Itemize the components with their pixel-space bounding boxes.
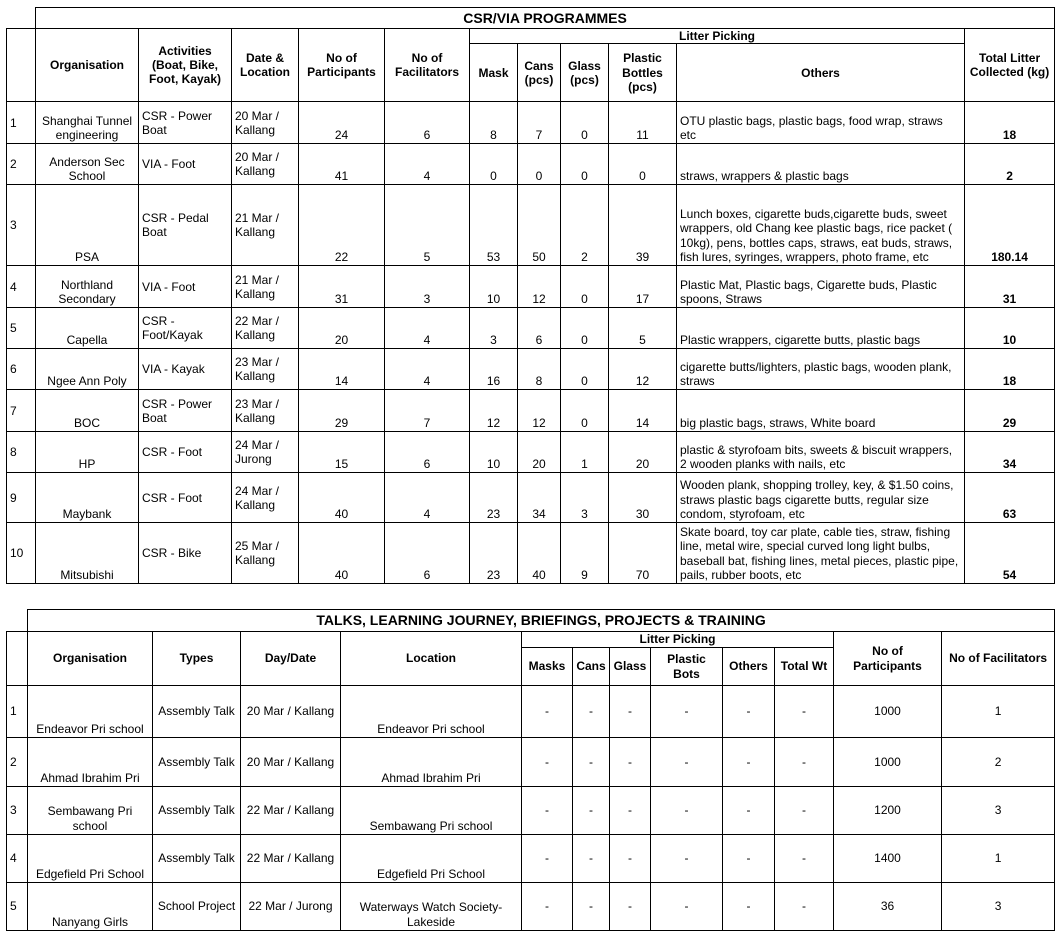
total-litter-cell: 34 xyxy=(965,432,1055,473)
plastic-bottles-cell: 17 xyxy=(609,266,677,308)
activity-cell: VIA - Foot xyxy=(139,266,232,308)
date-location-cell: 20 Mar / Kallang xyxy=(232,144,299,185)
table-row xyxy=(7,185,1055,266)
day-date-cell: 22 Mar / Kallang xyxy=(241,835,341,883)
mask-cell: 16 xyxy=(470,349,518,390)
row-number: 9 xyxy=(7,473,36,523)
facilitators-cell: 6 xyxy=(385,102,470,144)
organisation-cell: Ahmad Ibrahim Pri xyxy=(28,738,153,787)
facilitators-cell: 1 xyxy=(942,686,1055,738)
plastic-bottles-cell: 0 xyxy=(609,144,677,185)
others-cell: - xyxy=(723,787,775,835)
type-cell: Assembly Talk xyxy=(153,835,241,883)
talks-header-row-1 xyxy=(7,632,1055,648)
cans-cell: 20 xyxy=(518,432,561,473)
cans-cell: - xyxy=(573,835,610,883)
date-location-cell: 24 Mar / Kallang xyxy=(232,473,299,523)
others-cell: straws, wrappers & plastic bags xyxy=(677,144,965,185)
activity-cell: VIA - Foot xyxy=(139,144,232,185)
date-location-cell: 23 Mar / Kallang xyxy=(232,390,299,432)
table-row xyxy=(7,473,1055,523)
total-litter-cell: 18 xyxy=(965,349,1055,390)
mask-cell: 12 xyxy=(470,390,518,432)
cans-cell: 6 xyxy=(518,308,561,349)
total-wt-cell: - xyxy=(775,883,834,931)
row-number: 2 xyxy=(7,144,36,185)
col-cans: Cans xyxy=(573,648,610,686)
glass-cell: 0 xyxy=(561,308,609,349)
participants-cell: 15 xyxy=(299,432,385,473)
table-row xyxy=(7,390,1055,432)
participants-cell: 1400 xyxy=(834,835,942,883)
organisation-cell: BOC xyxy=(36,390,139,432)
activity-cell: CSR - Foot/Kayak xyxy=(139,308,232,349)
plastic-bots-cell: - xyxy=(651,835,723,883)
row-number: 5 xyxy=(7,883,28,931)
location-cell: Edgefield Pri School xyxy=(341,835,522,883)
others-cell: cigarette butts/lighters, plastic bags, wooden plank, straws xyxy=(677,349,965,390)
facilitators-cell: 5 xyxy=(385,185,470,266)
mask-cell: 0 xyxy=(470,144,518,185)
organisation-cell: Mitsubishi xyxy=(36,523,139,584)
glass-cell: 9 xyxy=(561,523,609,584)
table-row xyxy=(7,102,1055,144)
others-cell: Plastic wrappers, cigarette butts, plastic bags xyxy=(677,308,965,349)
col-others: Others xyxy=(723,648,775,686)
facilitators-cell: 6 xyxy=(385,432,470,473)
cans-cell: - xyxy=(573,787,610,835)
facilitators-cell: 4 xyxy=(385,349,470,390)
row-number: 10 xyxy=(7,523,36,584)
facilitators-cell: 6 xyxy=(385,523,470,584)
location-cell: Sembawang Pri school xyxy=(341,787,522,835)
glass-cell: 3 xyxy=(561,473,609,523)
activity-cell: CSR - Foot xyxy=(139,473,232,523)
others-cell: Skate board, toy car plate, cable ties, straw, fishing line, metal wire, special curved long light bulbs, baseball bat, fishing lines, metal pieces, plastic pipe, pails, rubber boots, etc xyxy=(677,523,965,584)
organisation-cell: Edgefield Pri School xyxy=(28,835,153,883)
masks-cell: - xyxy=(522,835,573,883)
participants-cell: 1200 xyxy=(834,787,942,835)
organisation-cell: Shanghai Tunnel engineering xyxy=(36,102,139,144)
col-total-litter: Total Litter Collected (kg) xyxy=(965,29,1055,102)
glass-cell: - xyxy=(610,883,651,931)
day-date-cell: 20 Mar / Kallang xyxy=(241,686,341,738)
organisation-cell: HP xyxy=(36,432,139,473)
participants-cell: 36 xyxy=(834,883,942,931)
facilitators-cell: 3 xyxy=(385,266,470,308)
row-number: 2 xyxy=(7,738,28,787)
participants-cell: 1000 xyxy=(834,738,942,787)
participants-cell: 40 xyxy=(299,523,385,584)
date-location-cell: 21 Mar / Kallang xyxy=(232,185,299,266)
total-litter-cell: 10 xyxy=(965,308,1055,349)
col-plastic-bots: Plastic Bots xyxy=(651,648,723,686)
organisation-cell: Nanyang Girls xyxy=(28,883,153,931)
masks-cell: - xyxy=(522,883,573,931)
masks-cell: - xyxy=(522,787,573,835)
facilitators-cell: 4 xyxy=(385,473,470,523)
total-wt-cell: - xyxy=(775,738,834,787)
others-cell: Wooden plank, shopping trolley, key, & $1.50 coins, straws plastic bags cigarette butts, regular size condom, styrofoam, etc xyxy=(677,473,965,523)
plastic-bots-cell: - xyxy=(651,686,723,738)
others-cell: OTU plastic bags, plastic bags, food wrap, straws etc xyxy=(677,102,965,144)
glass-cell: 0 xyxy=(561,266,609,308)
location-cell: Ahmad Ibrahim Pri xyxy=(341,738,522,787)
organisation-cell: Maybank xyxy=(36,473,139,523)
plastic-bots-cell: - xyxy=(651,787,723,835)
table-row xyxy=(7,266,1055,308)
activity-cell: CSR - Foot xyxy=(139,432,232,473)
col-glass: Glass xyxy=(610,648,651,686)
cans-cell: - xyxy=(573,686,610,738)
type-cell: School Project xyxy=(153,883,241,931)
plastic-bottles-cell: 39 xyxy=(609,185,677,266)
col-litter-picking: Litter Picking xyxy=(470,29,965,44)
csr-programmes-table xyxy=(6,7,1055,584)
col-mask: Mask xyxy=(470,44,518,102)
cans-cell: 8 xyxy=(518,349,561,390)
participants-cell: 29 xyxy=(299,390,385,432)
col-facilitators: No of Facilitators xyxy=(385,29,470,102)
facilitators-cell: 3 xyxy=(942,787,1055,835)
plastic-bottles-cell: 12 xyxy=(609,349,677,390)
others-cell: - xyxy=(723,835,775,883)
col-date-location: Date & Location xyxy=(232,29,299,102)
participants-cell: 40 xyxy=(299,473,385,523)
total-litter-cell: 54 xyxy=(965,523,1055,584)
facilitators-cell: 4 xyxy=(385,308,470,349)
location-cell: Waterways Watch Society-Lakeside xyxy=(341,883,522,931)
date-location-cell: 20 Mar / Kallang xyxy=(232,102,299,144)
col-litter-picking: Litter Picking xyxy=(522,632,834,648)
glass-cell: - xyxy=(610,686,651,738)
cans-cell: 40 xyxy=(518,523,561,584)
participants-cell: 22 xyxy=(299,185,385,266)
activity-cell: CSR - Pedal Boat xyxy=(139,185,232,266)
talks-table xyxy=(6,609,1055,931)
col-cans: Cans (pcs) xyxy=(518,44,561,102)
col-day-date: Day/Date xyxy=(241,632,341,686)
col-organisation: Organisation xyxy=(36,29,139,102)
plastic-bottles-cell: 11 xyxy=(609,102,677,144)
row-number: 8 xyxy=(7,432,36,473)
mask-cell: 3 xyxy=(470,308,518,349)
mask-cell: 8 xyxy=(470,102,518,144)
total-litter-cell: 2 xyxy=(965,144,1055,185)
activity-cell: VIA - Kayak xyxy=(139,349,232,390)
plastic-bottles-cell: 20 xyxy=(609,432,677,473)
col-activities: Activities (Boat, Bike, Foot, Kayak) xyxy=(139,29,232,102)
glass-cell: 0 xyxy=(561,144,609,185)
total-litter-cell: 180.14 xyxy=(965,185,1055,266)
glass-cell: 1 xyxy=(561,432,609,473)
col-glass: Glass (pcs) xyxy=(561,44,609,102)
row-number: 6 xyxy=(7,349,36,390)
date-location-cell: 23 Mar / Kallang xyxy=(232,349,299,390)
row-number: 4 xyxy=(7,835,28,883)
mask-cell: 23 xyxy=(470,473,518,523)
table-row xyxy=(7,308,1055,349)
table-row xyxy=(7,686,1055,738)
day-date-cell: 22 Mar / Kallang xyxy=(241,787,341,835)
total-litter-cell: 18 xyxy=(965,102,1055,144)
csr-title: CSR/VIA PROGRAMMES xyxy=(36,8,1055,29)
col-participants: No of Participants xyxy=(299,29,385,102)
activity-cell: CSR - Power Boat xyxy=(139,390,232,432)
others-cell: Plastic Mat, Plastic bags, Cigarette buds, Plastic spoons, Straws xyxy=(677,266,965,308)
total-litter-cell: 63 xyxy=(965,473,1055,523)
col-participants: No of Participants xyxy=(834,632,942,686)
type-cell: Assembly Talk xyxy=(153,787,241,835)
cans-cell: - xyxy=(573,883,610,931)
col-location: Location xyxy=(341,632,522,686)
total-wt-cell: - xyxy=(775,787,834,835)
participants-cell: 24 xyxy=(299,102,385,144)
day-date-cell: 20 Mar / Kallang xyxy=(241,738,341,787)
date-location-cell: 24 Mar / Jurong xyxy=(232,432,299,473)
total-wt-cell: - xyxy=(775,686,834,738)
cans-cell: 0 xyxy=(518,144,561,185)
glass-cell: - xyxy=(610,738,651,787)
col-facilitators: No of Facilitators xyxy=(942,632,1055,686)
location-cell: Endeavor Pri school xyxy=(341,686,522,738)
table-row xyxy=(7,738,1055,787)
date-location-cell: 22 Mar / Kallang xyxy=(232,308,299,349)
plastic-bottles-cell: 5 xyxy=(609,308,677,349)
total-litter-cell: 31 xyxy=(965,266,1055,308)
date-location-cell: 25 Mar / Kallang xyxy=(232,523,299,584)
plastic-bots-cell: - xyxy=(651,883,723,931)
glass-cell: - xyxy=(610,787,651,835)
glass-cell: 0 xyxy=(561,390,609,432)
row-number: 3 xyxy=(7,787,28,835)
facilitators-cell: 3 xyxy=(942,883,1055,931)
row-number: 1 xyxy=(7,686,28,738)
organisation-cell: Sembawang Pri school xyxy=(28,787,153,835)
cans-cell: 7 xyxy=(518,102,561,144)
table-row xyxy=(7,432,1055,473)
organisation-cell: Capella xyxy=(36,308,139,349)
others-cell: Lunch boxes, cigarette buds,cigarette buds, sweet wrappers, old Chang kee plastic bags, rice packet ( 10kg), pens, bottles caps, straws, eat buds, straws, fish lures, syringes, wrappers, photo frame, etc xyxy=(677,185,965,266)
activity-cell: CSR - Power Boat xyxy=(139,102,232,144)
talks-title: TALKS, LEARNING JOURNEY, BRIEFINGS, PROJECTS & TRAINING xyxy=(28,610,1055,632)
participants-cell: 31 xyxy=(299,266,385,308)
table-row xyxy=(7,787,1055,835)
date-location-cell: 21 Mar / Kallang xyxy=(232,266,299,308)
col-total-wt: Total Wt xyxy=(775,648,834,686)
table-row xyxy=(7,523,1055,584)
glass-cell: 0 xyxy=(561,102,609,144)
table-row xyxy=(7,835,1055,883)
col-plastic-bottles: Plastic Bottles (pcs) xyxy=(609,44,677,102)
activity-cell: CSR - Bike xyxy=(139,523,232,584)
table-row xyxy=(7,349,1055,390)
facilitators-cell: 4 xyxy=(385,144,470,185)
organisation-cell: PSA xyxy=(36,185,139,266)
cans-cell: 34 xyxy=(518,473,561,523)
type-cell: Assembly Talk xyxy=(153,738,241,787)
col-others: Others xyxy=(677,44,965,102)
table-row xyxy=(7,883,1055,931)
mask-cell: 10 xyxy=(470,266,518,308)
row-number: 3 xyxy=(7,185,36,266)
plastic-bots-cell: - xyxy=(651,738,723,787)
total-wt-cell: - xyxy=(775,835,834,883)
participants-cell: 1000 xyxy=(834,686,942,738)
others-cell: - xyxy=(723,883,775,931)
col-types: Types xyxy=(153,632,241,686)
row-number: 5 xyxy=(7,308,36,349)
glass-cell: 2 xyxy=(561,185,609,266)
facilitators-cell: 7 xyxy=(385,390,470,432)
talks-title-row xyxy=(7,610,1055,632)
organisation-cell: Ngee Ann Poly xyxy=(36,349,139,390)
csr-title-row xyxy=(7,8,1055,29)
col-organisation: Organisation xyxy=(28,632,153,686)
cans-cell: 12 xyxy=(518,266,561,308)
row-number: 7 xyxy=(7,390,36,432)
row-number: 4 xyxy=(7,266,36,308)
participants-cell: 14 xyxy=(299,349,385,390)
col-masks: Masks xyxy=(522,648,573,686)
plastic-bottles-cell: 30 xyxy=(609,473,677,523)
glass-cell: 0 xyxy=(561,349,609,390)
mask-cell: 53 xyxy=(470,185,518,266)
others-cell: - xyxy=(723,686,775,738)
organisation-cell: Anderson Sec School xyxy=(36,144,139,185)
total-litter-cell: 29 xyxy=(965,390,1055,432)
cans-cell: - xyxy=(573,738,610,787)
plastic-bottles-cell: 14 xyxy=(609,390,677,432)
masks-cell: - xyxy=(522,686,573,738)
glass-cell: - xyxy=(610,835,651,883)
mask-cell: 23 xyxy=(470,523,518,584)
facilitators-cell: 1 xyxy=(942,835,1055,883)
others-cell: big plastic bags, straws, White board xyxy=(677,390,965,432)
day-date-cell: 22 Mar / Jurong xyxy=(241,883,341,931)
others-cell: plastic & styrofoam bits, sweets & biscuit wrappers, 2 wooden planks with nails, etc xyxy=(677,432,965,473)
organisation-cell: Northland Secondary xyxy=(36,266,139,308)
organisation-cell: Endeavor Pri school xyxy=(28,686,153,738)
participants-cell: 20 xyxy=(299,308,385,349)
masks-cell: - xyxy=(522,738,573,787)
mask-cell: 10 xyxy=(470,432,518,473)
csr-table-body xyxy=(7,102,1055,584)
table-row xyxy=(7,144,1055,185)
plastic-bottles-cell: 70 xyxy=(609,523,677,584)
participants-cell: 41 xyxy=(299,144,385,185)
row-number: 1 xyxy=(7,102,36,144)
type-cell: Assembly Talk xyxy=(153,686,241,738)
others-cell: - xyxy=(723,738,775,787)
talks-table-body xyxy=(7,686,1055,931)
csr-header-row-1 xyxy=(7,29,1055,44)
facilitators-cell: 2 xyxy=(942,738,1055,787)
cans-cell: 50 xyxy=(518,185,561,266)
cans-cell: 12 xyxy=(518,390,561,432)
